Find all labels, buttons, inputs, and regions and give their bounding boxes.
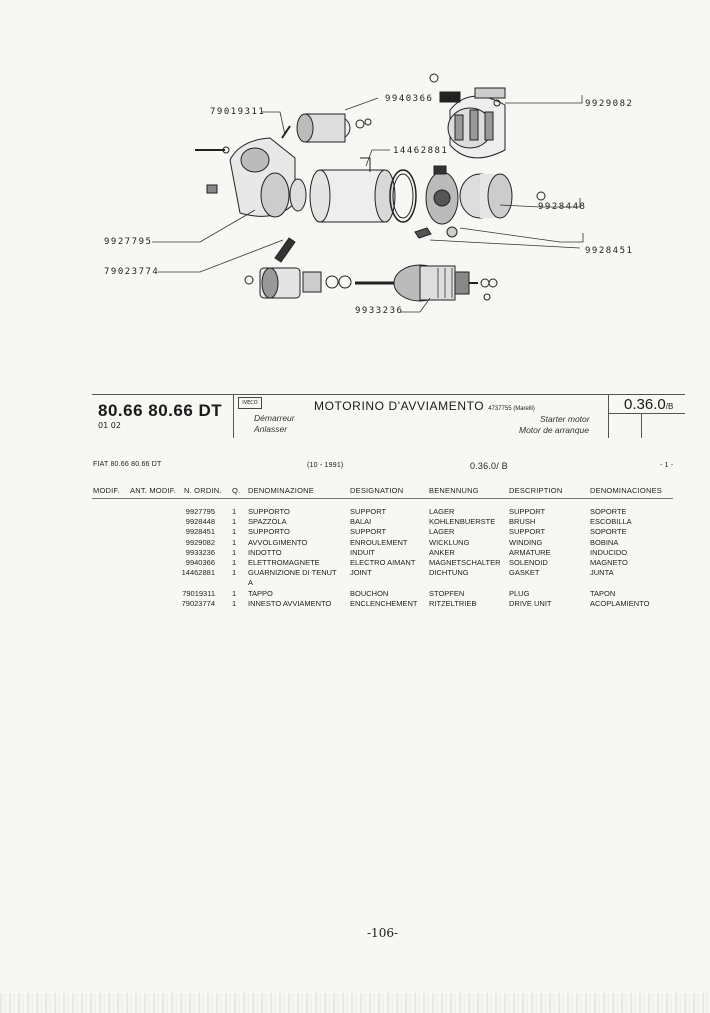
table-cell-de: RITZELTRIEB xyxy=(429,598,477,608)
col-benennung: BENENNUNG xyxy=(429,486,479,495)
table-cell-fr: ENCLENCHEMENT xyxy=(350,598,418,608)
table-cell-it: SUPPORTO xyxy=(248,527,290,537)
table-cell-code: 9929082 xyxy=(185,537,215,547)
title-fr: Démarreur xyxy=(254,413,295,423)
subheader-page: - 1 - xyxy=(660,462,674,469)
table-cell-en: GASKET xyxy=(509,568,540,578)
table-cell-de: LAGER xyxy=(429,507,455,516)
table-cell-it: SPAZZOLA xyxy=(248,517,287,527)
table-row xyxy=(0,527,710,536)
table-cell-it: AVVOLGIMENTO xyxy=(248,537,308,547)
table-cell-q: 1 xyxy=(232,547,237,557)
table-cell-es: INDUCIDO xyxy=(590,547,628,557)
col-designation: DESIGNATION xyxy=(350,486,404,495)
table-cell-en: BRUSH xyxy=(509,517,536,527)
table-cell-code: 9928451 xyxy=(185,527,215,537)
table-cell-de: LAGER xyxy=(429,527,455,537)
callout-14462881: 14462881 xyxy=(393,146,449,156)
table-cell-it: SUPPORTO xyxy=(248,507,290,516)
drive-unit-drawing xyxy=(245,268,351,298)
section-suffix: /B xyxy=(665,402,674,411)
table-cell-de: ANKER xyxy=(429,547,455,557)
table-cell-de: STOPFEN xyxy=(429,588,465,598)
table-cell-it: ELETTROMAGNETE xyxy=(248,558,320,567)
callout-9928448: 9928448 xyxy=(538,202,587,212)
table-cell-code: 9933236 xyxy=(185,547,215,557)
subheader-section: 0.36.0/ B xyxy=(470,461,508,471)
exploded-parts-diagram xyxy=(0,0,710,330)
table-cell-en: SOLENOID xyxy=(509,558,548,567)
table-cell-fr: JOINT xyxy=(350,568,372,578)
table-cell-fr: SUPPORT xyxy=(350,527,387,537)
winding-drawing xyxy=(440,88,505,158)
front-housing-drawing xyxy=(195,138,295,217)
table-cell-it: TAPPO xyxy=(248,588,273,598)
table-cell-it: INDOTTO xyxy=(248,547,282,557)
table-row xyxy=(0,599,710,608)
table-cell-fr: SUPPORT xyxy=(350,507,387,516)
table-cell-it: GUARNIZIONE DI TENUT xyxy=(248,568,337,578)
subheader-date: (10 - 1991) xyxy=(307,462,344,469)
callout-9927795: 9927795 xyxy=(104,237,153,247)
armature-drawing xyxy=(355,265,497,301)
table-cell-en: PLUG xyxy=(509,588,530,598)
table-cell-code: 79019311 xyxy=(182,588,215,598)
table-cell-en: SUPPORT xyxy=(509,527,546,537)
table-row xyxy=(0,558,710,567)
table-cell-en: WINDING xyxy=(509,537,543,547)
table-cell-code: 14462881 xyxy=(181,568,215,578)
table-cell-de: WICKLUNG xyxy=(429,537,470,547)
title-en: Starter motor xyxy=(540,414,590,424)
callout-9929082: 9929082 xyxy=(585,99,634,109)
table-cell-en: DRIVE UNIT xyxy=(509,598,552,608)
table-cell-en: ARMATURE xyxy=(509,547,551,557)
table-row xyxy=(0,589,710,598)
callout-79019311: 79019311 xyxy=(210,107,266,117)
col-denominazione: DENOMINAZIONE xyxy=(248,486,314,495)
callout-9933236: 9933236 xyxy=(355,306,404,316)
table-cell-fr: ENROULEMENT xyxy=(350,537,408,547)
table-cell-q: 1 xyxy=(232,588,237,598)
table-cell-es: JUNTA xyxy=(590,568,614,578)
table-cell-es: SOPORTE xyxy=(590,507,627,516)
table-cell-q: 1 xyxy=(232,558,237,567)
table-cell-q: 1 xyxy=(232,598,237,608)
table-cell-es: BOBINA xyxy=(590,537,619,547)
title-de: Anlasser xyxy=(254,424,288,434)
callout-9940366: 9940366 xyxy=(385,94,434,104)
table-row xyxy=(0,568,710,577)
model-code: 01 02 xyxy=(98,421,121,430)
col-n-ordin: N. ORDIN. xyxy=(184,486,222,495)
table-cell-code: 9927795 xyxy=(185,507,215,516)
page-title-text: MOTORINO D'AVVIAMENTO xyxy=(314,399,485,413)
table-cell-es: TAPON xyxy=(590,588,616,598)
table-row xyxy=(0,538,710,547)
table-cell-es: ACOPLAMIENTO xyxy=(590,598,650,608)
callout-9928451: 9928451 xyxy=(585,246,634,256)
table-cell-q: 1 xyxy=(232,568,237,578)
table-cell-es: SOPORTE xyxy=(590,527,627,537)
table-cell-code: 79023774 xyxy=(181,598,215,608)
table-cell-fr: INDUIT xyxy=(350,547,375,557)
callout-79023774: 79023774 xyxy=(104,267,160,277)
iveco-logo: IVECO xyxy=(238,397,262,409)
col-ant-modif: ANT. MODIF. xyxy=(130,486,176,495)
table-row xyxy=(0,507,710,516)
table-cell-fr: ELECTRO AIMANT xyxy=(350,558,416,567)
scan-noise xyxy=(0,993,710,1013)
table-cell-it: INNESTO AVVIAMENTO xyxy=(248,598,332,608)
col-denominaciones: DENOMINACIONES xyxy=(590,486,662,495)
page-title-ref: 4737755 (Marelli) xyxy=(488,406,535,412)
page-number: -106- xyxy=(367,926,399,940)
table-cell-de: MAGNETSCHALTER xyxy=(429,558,501,567)
model-name: 80.66 80.66 DT xyxy=(98,401,223,420)
table-cell-fr: BALAI xyxy=(350,517,372,527)
table-cell-es: MAGNETO xyxy=(590,558,628,567)
table-cell-fr: BOUCHON xyxy=(350,588,389,598)
field-frame-drawing xyxy=(310,158,395,222)
table-cell-q: 1 xyxy=(232,517,237,527)
table-cell-code: 9928448 xyxy=(185,517,215,527)
col-q: Q. xyxy=(232,486,241,495)
brush-holder-drawing xyxy=(426,166,458,224)
table-cell-es: ESCOBILLA xyxy=(590,517,632,527)
section-main: 0.36.0 xyxy=(624,396,666,413)
table-row xyxy=(0,548,710,557)
table-cell-q: 1 xyxy=(232,507,237,516)
title-es: Motor de arranque xyxy=(519,425,589,435)
table-cell-code: 9940366 xyxy=(185,558,215,567)
table-cell-q: 1 xyxy=(232,537,237,547)
col-description: DESCRIPTION xyxy=(509,486,563,495)
table-cell-de: DICHTUNG xyxy=(429,568,469,578)
table-cell-it: A xyxy=(248,578,254,588)
table-cell-q: 1 xyxy=(232,527,237,537)
solenoid-drawing xyxy=(297,74,438,142)
page-title xyxy=(314,399,535,413)
table-cell-de: KOHLENBUERSTE xyxy=(429,517,496,527)
table-cell-en: SUPPORT xyxy=(509,507,546,516)
section-number xyxy=(624,396,673,413)
table-row xyxy=(0,578,710,587)
table-row xyxy=(0,517,710,526)
subheader-model: FIAT 80.66 80.66 DT xyxy=(93,461,162,468)
col-modif: MODIF. xyxy=(93,486,120,495)
